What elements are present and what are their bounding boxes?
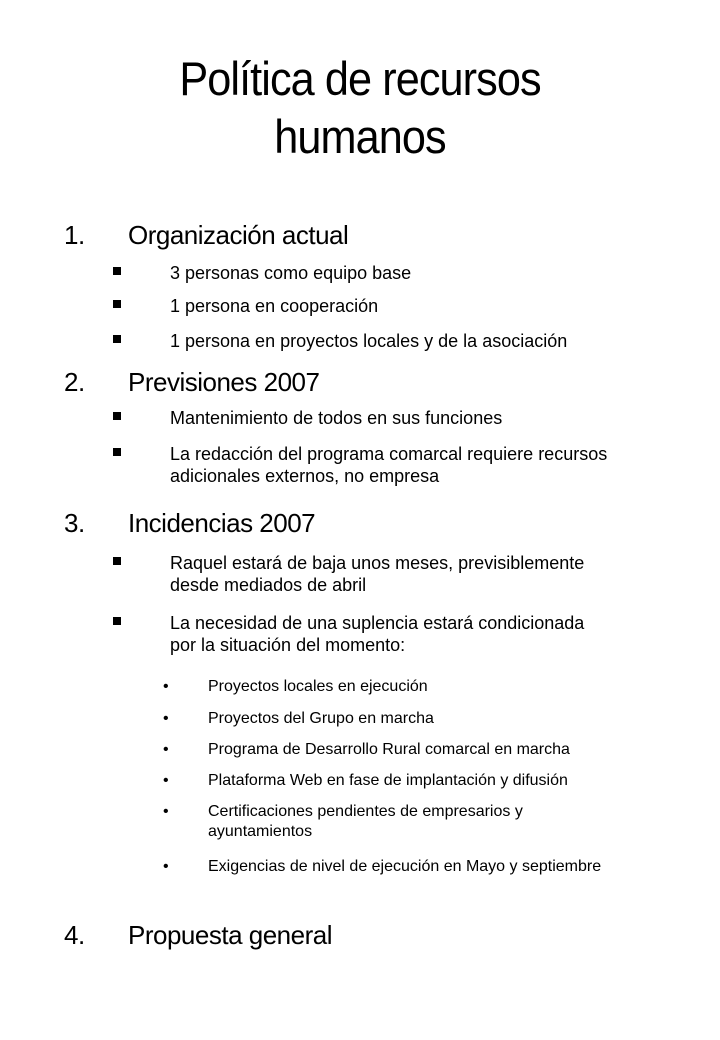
- section-title: Organización actual: [128, 220, 349, 250]
- list-item-text: La necesidad de una suplencia estará condicionada por la situación del momento:: [170, 613, 585, 655]
- square-bullet-icon: [113, 448, 121, 456]
- sub-list-item-text: Plataforma Web en fase de implantación y difusión: [208, 772, 568, 789]
- sub-list-item-text: Programa de Desarrollo Rural comarcal en marcha: [208, 741, 570, 758]
- slide-title: [84, 50, 636, 166]
- list-item-text: Mantenimiento de todos en sus funciones: [170, 408, 503, 428]
- title-line-2: humanos: [274, 110, 446, 163]
- list-item-text: 1 persona en cooperación: [170, 296, 379, 316]
- section-number: 4.: [64, 920, 85, 950]
- square-bullet-icon: [113, 412, 121, 420]
- dot-bullet-icon: •: [163, 710, 169, 727]
- section-title: Incidencias 2007: [128, 508, 316, 538]
- sub-list-item-text: Exigencias de nivel de ejecución en Mayo y septiembre: [208, 858, 602, 875]
- dot-bullet-icon: •: [163, 803, 169, 820]
- sub-list-item-text: Certificaciones pendientes de empresarios y ayuntamientos: [208, 803, 523, 840]
- section-number: 1.: [64, 220, 85, 250]
- square-bullet-icon: [113, 335, 121, 343]
- list-item-text: 1 persona en proyectos locales y de la asociación: [170, 331, 568, 351]
- section-title: Propuesta general: [128, 920, 332, 950]
- sub-list-item-text: Proyectos locales en ejecución: [208, 678, 428, 695]
- square-bullet-icon: [113, 617, 121, 625]
- section-number: 2.: [64, 367, 85, 397]
- square-bullet-icon: [113, 267, 121, 275]
- square-bullet-icon: [113, 557, 121, 565]
- list-item-text: Raquel estará de baja unos meses, previsiblemente desde mediados de abril: [170, 553, 585, 595]
- title-line-1: Política de recursos: [179, 52, 541, 105]
- list-item-text: 3 personas como equipo base: [170, 263, 412, 283]
- dot-bullet-icon: •: [163, 678, 169, 695]
- list-item-text: La redacción del programa comarcal requiere recursos adicionales externos, no empresa: [170, 444, 608, 486]
- dot-bullet-icon: •: [163, 858, 169, 875]
- sub-list-item-text: Proyectos del Grupo en marcha: [208, 710, 434, 727]
- dot-bullet-icon: •: [163, 741, 169, 758]
- square-bullet-icon: [113, 300, 121, 308]
- section-title: Previsiones 2007: [128, 367, 320, 397]
- section-number: 3.: [64, 508, 85, 538]
- dot-bullet-icon: •: [163, 772, 169, 789]
